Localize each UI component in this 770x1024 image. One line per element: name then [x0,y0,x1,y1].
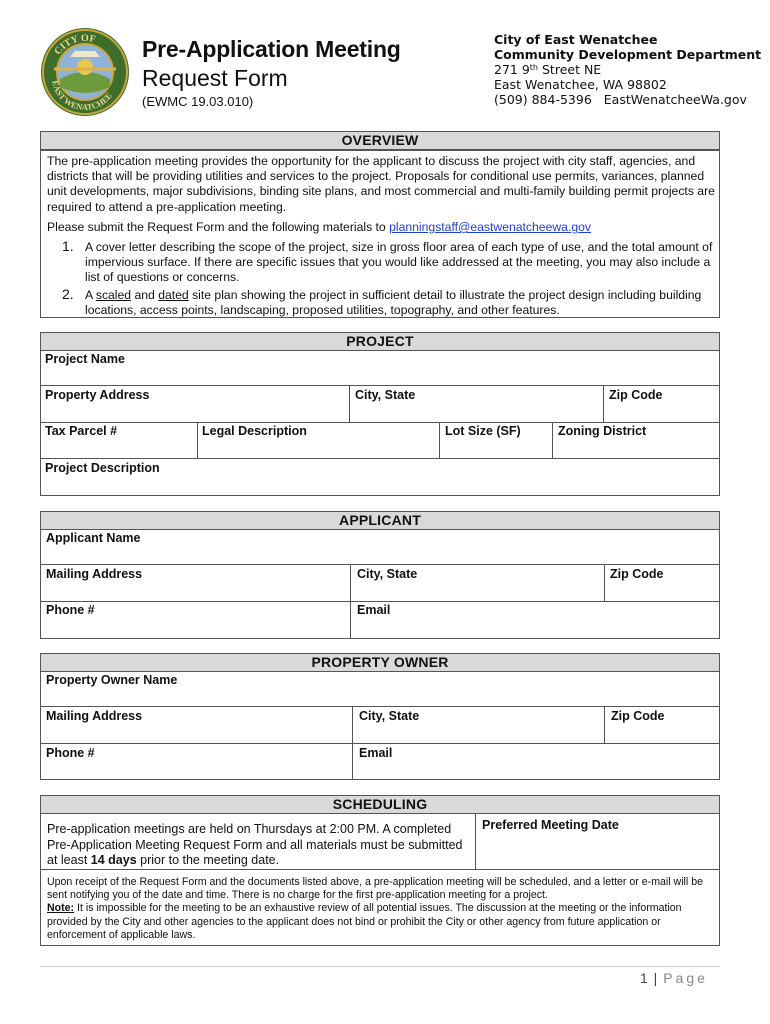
item2-text-rest: site plan showing the project in sufficient detail to illustrate the project design including building locations, access points, landscaping, proposed utilities, topography, and other features. [85,288,702,317]
city-line: East Wenatchee, WA 98802 [494,77,667,92]
submit-text: Please submit the Request Form and the following materials to [47,220,390,234]
scheduling-info-a: Pre-application meetings are held on Thursdays at 2:00 PM. A completed Pre-Application Meeting Request Form and all materials must be submitted at least [47,822,463,867]
applicant-mailing-address-label: Mailing Address [46,567,143,581]
form-subtitle: Request Form [142,65,288,91]
item2-dated: dated [158,288,189,302]
org-name: City of East Wenatchee [494,32,658,47]
city-address-block [494,32,761,107]
owner-mailing-address-label: Mailing Address [46,709,143,723]
planning-email-link[interactable]: planningstaff@eastwenatcheewa.gov [389,220,591,234]
list-number-2: 2. [62,286,74,302]
scheduling-days: 14 days [90,853,137,867]
item2-scaled: scaled [95,288,132,302]
project-heading: PROJECT [40,332,720,351]
owner-name-label: Property Owner Name [46,673,178,687]
page-number-value: 1 [640,970,649,986]
dept-name: Community Development Department [494,47,762,62]
project-name-label: Project Name [45,352,125,366]
project-city-state-label: City, State [355,388,416,402]
footer-divider [40,966,720,967]
project-description-label: Project Description [45,461,160,475]
owner-city-state-label: City, State [359,709,420,723]
lot-size-label: Lot Size (SF) [445,424,521,438]
owner-zip-label: Zip Code [611,709,665,723]
item2-text-and: and [131,288,159,302]
applicant-name-field[interactable] [40,529,720,565]
applicant-name-label: Applicant Name [46,531,141,545]
item2-text-a: A [85,288,96,302]
zoning-district-label: Zoning District [558,424,647,438]
list-item-cover-letter: A cover letter describing the scope of the project, size in gross floor area of each type of use, and the total amount of impervious surface. If there are specific issues that you would like addressed at the meeting, you may also include a list of questions or concerns. [85,240,713,284]
svg-text:EAST WENATCHEE: EAST WENATCHEE [50,79,114,113]
scheduling-heading: SCHEDULING [40,795,720,814]
scheduling-notice [47,876,717,942]
applicant-zip-label: Zip Code [610,567,664,581]
overview-heading: OVERVIEW [40,131,720,150]
scheduling-info-text [47,822,472,869]
project-name-field[interactable] [40,350,720,386]
page-label: Page [663,970,708,986]
applicant-city-state-label: City, State [357,567,418,581]
code-reference: (EWMC 19.03.010) [142,94,254,109]
scheduling-info-b: prior to the meeting date. [136,853,280,867]
contact-line [494,92,761,107]
form-title: Pre-Application Meeting [142,36,401,62]
owner-email-label: Email [359,746,393,760]
note-text: It is impossible for the meeting to be an exhaustive review of all potential issues. The discussion at the meeting or the information provided by the City and other agencies to the applicant does not bind or prohibit the City or other agency from future application or enforcement of applicable laws. [47,902,682,941]
legal-description-label: Legal Description [202,424,307,438]
city-seal-logo [40,27,130,117]
phone-number: (509) 884-5396 [494,92,592,107]
street-number: 271 9 [494,62,530,77]
website: EastWenatcheeWa.gov [603,92,747,107]
svg-text:CITY OF: CITY OF [52,32,97,58]
property-owner-heading: PROPERTY OWNER [40,653,720,672]
scheduling-note [47,902,717,942]
owner-phone-label: Phone # [46,746,95,760]
tax-parcel-label: Tax Parcel # [45,424,118,438]
street-address [494,62,761,77]
scheduling-notice-text: Upon receipt of the Request Form and the documents listed above, a pre-application meeting will be scheduled, and a letter or e-mail will be sent notifying you of the date and time. There is no charge for the first pre-application meeting for a project. [47,876,703,902]
page-number [640,970,708,986]
preferred-date-label: Preferred Meeting Date [482,818,619,832]
page-separator: | [648,970,664,986]
list-number-1: 1. [62,238,74,254]
list-item-site-plan [85,288,717,318]
submit-instructions [47,220,591,234]
street-ordinal: th [529,63,539,72]
applicant-email-field[interactable] [350,601,720,639]
owner-email-field[interactable] [352,743,720,780]
applicant-email-label: Email [357,603,391,617]
applicant-heading: APPLICANT [40,511,720,530]
overview-paragraph: The pre-application meeting provides the opportunity for the applicant to discuss the project with city staff, agencies, and districts that will be providing utilities and services to the project. Proposals for conditional use permits, variances, planned unit developments, major subdivisions, binding site plans, and most commercial and multi-family building permit projects are required to attend a pre-application meeting. [47,154,715,214]
applicant-phone-label: Phone # [46,603,95,617]
street-name: Street NE [538,62,602,77]
note-label: Note: [47,902,75,915]
project-zip-label: Zip Code [609,388,663,402]
property-address-label: Property Address [45,388,150,402]
